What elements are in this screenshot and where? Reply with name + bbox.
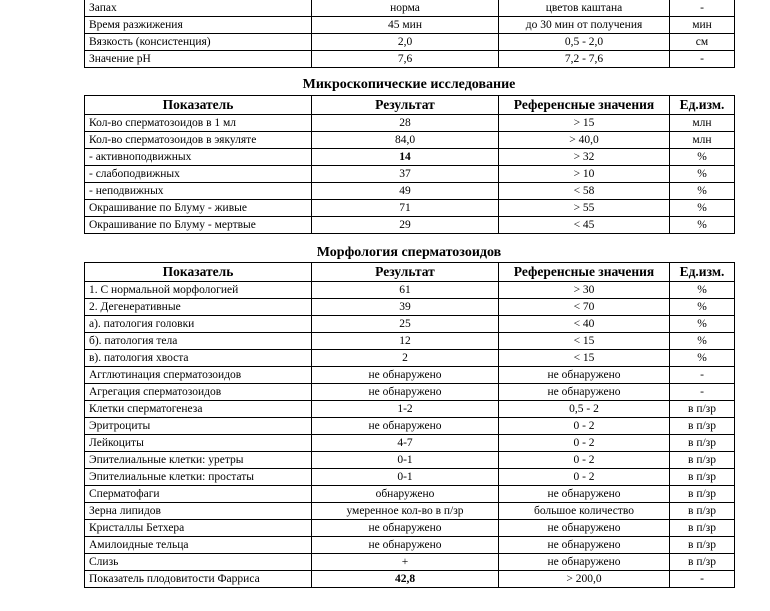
indicator-cell: Зерна липидов [85, 503, 312, 520]
unit-cell: в п/зр [670, 537, 735, 554]
unit-cell: % [670, 217, 735, 234]
header-indicator: Показатель [85, 263, 312, 282]
unit-cell: - [670, 367, 735, 384]
result-cell: 0-1 [312, 452, 499, 469]
reference-cell: большое количество [499, 503, 670, 520]
table-row [85, 0, 735, 17]
header-indicator: Показатель [85, 96, 312, 115]
header-unit: Ед.изм. [670, 263, 735, 282]
unit-cell: % [670, 350, 735, 367]
table-row [85, 401, 735, 418]
result-cell: 12 [312, 333, 499, 350]
table-row [85, 17, 735, 34]
result-cell: 49 [312, 183, 499, 200]
reference-cell: 0 - 2 [499, 418, 670, 435]
result-cell: 2,0 [312, 34, 499, 51]
unit-cell: % [670, 282, 735, 299]
indicator-cell: Эритроциты [85, 418, 312, 435]
indicator-cell: Лейкоциты [85, 435, 312, 452]
table-row [85, 418, 735, 435]
unit-cell: в п/зр [670, 486, 735, 503]
result-cell: умеренное кол-во в п/зр [312, 503, 499, 520]
table-row [85, 166, 735, 183]
result-cell: норма [312, 0, 499, 17]
result-cell: 14 [312, 149, 499, 166]
table-row [85, 435, 735, 452]
morphology-table [84, 262, 735, 588]
unit-cell: - [670, 571, 735, 588]
reference-cell: > 10 [499, 166, 670, 183]
table-row [85, 34, 735, 51]
table-row [85, 183, 735, 200]
result-cell: + [312, 554, 499, 571]
header-unit: Ед.изм. [670, 96, 735, 115]
indicator-cell: Окрашивание по Блуму - живые [85, 200, 312, 217]
indicator-cell: Кол-во сперматозоидов в эякуляте [85, 132, 312, 149]
table-row [85, 200, 735, 217]
table-row [85, 554, 735, 571]
table-row [85, 486, 735, 503]
reference-cell: 0 - 2 [499, 435, 670, 452]
reference-cell: < 15 [499, 333, 670, 350]
result-cell: не обнаружено [312, 537, 499, 554]
table-row [85, 537, 735, 554]
result-cell: 42,8 [312, 571, 499, 588]
unit-cell: в п/зр [670, 554, 735, 571]
table-row [85, 282, 735, 299]
indicator-cell: Агглютинация сперматозоидов [85, 367, 312, 384]
indicator-cell: Сперматофаги [85, 486, 312, 503]
table-row [85, 350, 735, 367]
result-cell: 84,0 [312, 132, 499, 149]
reference-cell: 7,2 - 7,6 [499, 51, 670, 68]
result-cell: 71 [312, 200, 499, 217]
result-cell: не обнаружено [312, 418, 499, 435]
result-cell: 37 [312, 166, 499, 183]
morphology-body [85, 282, 735, 588]
unit-cell: % [670, 183, 735, 200]
unit-cell: в п/зр [670, 435, 735, 452]
indicator-cell: Показатель плодовитости Фарриса [85, 571, 312, 588]
top-results-body [85, 0, 735, 68]
indicator-cell: Окрашивание по Блуму - мертвые [85, 217, 312, 234]
table-row [85, 333, 735, 350]
table-row [85, 452, 735, 469]
indicator-cell: Слизь [85, 554, 312, 571]
result-cell: 25 [312, 316, 499, 333]
reference-cell: 0 - 2 [499, 452, 670, 469]
indicator-cell: Амилоидные тельца [85, 537, 312, 554]
result-cell: не обнаружено [312, 367, 499, 384]
unit-cell: млн [670, 115, 735, 132]
result-cell: 28 [312, 115, 499, 132]
unit-cell: % [670, 166, 735, 183]
reference-cell: < 40 [499, 316, 670, 333]
result-cell: 0-1 [312, 469, 499, 486]
result-cell: 39 [312, 299, 499, 316]
result-cell: 7,6 [312, 51, 499, 68]
result-cell: 45 мин [312, 17, 499, 34]
table-row [85, 520, 735, 537]
morphology-section-title: Морфология сперматозоидов [316, 245, 502, 260]
reference-cell: > 40,0 [499, 132, 670, 149]
result-cell: не обнаружено [312, 520, 499, 537]
unit-cell: % [670, 149, 735, 166]
table-row [85, 316, 735, 333]
unit-cell: % [670, 316, 735, 333]
unit-cell: % [670, 333, 735, 350]
table-row [85, 132, 735, 149]
header-reference: Референсные значения [499, 263, 670, 282]
indicator-cell: 1. С нормальной морфологией [85, 282, 312, 299]
indicator-cell: в). патология хвоста [85, 350, 312, 367]
indicator-cell: а). патология головки [85, 316, 312, 333]
table-row [85, 115, 735, 132]
reference-cell: 0,5 - 2,0 [499, 34, 670, 51]
table-row [85, 571, 735, 588]
unit-cell: - [670, 51, 735, 68]
result-cell: обнаружено [312, 486, 499, 503]
morphology-header-row [85, 263, 735, 282]
microscopy-table [84, 95, 735, 234]
result-cell: 29 [312, 217, 499, 234]
table-row [85, 51, 735, 68]
indicator-cell: - неподвижных [85, 183, 312, 200]
microscopy-body [85, 115, 735, 234]
top-results-table [84, 0, 735, 68]
reference-cell: > 32 [499, 149, 670, 166]
indicator-cell: Эпителиальные клетки: простаты [85, 469, 312, 486]
indicator-cell: - слабоподвижных [85, 166, 312, 183]
reference-cell: не обнаружено [499, 486, 670, 503]
reference-cell: 0 - 2 [499, 469, 670, 486]
reference-cell: не обнаружено [499, 384, 670, 401]
unit-cell: - [670, 0, 735, 17]
unit-cell: в п/зр [670, 503, 735, 520]
indicator-cell: 2. Дегенеративные [85, 299, 312, 316]
table-row [85, 503, 735, 520]
table-row [85, 367, 735, 384]
indicator-cell: Запах [85, 0, 312, 17]
unit-cell: млн [670, 132, 735, 149]
unit-cell: в п/зр [670, 452, 735, 469]
reference-cell: < 70 [499, 299, 670, 316]
result-cell: 1-2 [312, 401, 499, 418]
indicator-cell: Время разжижения [85, 17, 312, 34]
indicator-cell: Значение pH [85, 51, 312, 68]
indicator-cell: - активноподвижных [85, 149, 312, 166]
indicator-cell: Кристаллы Бетхера [85, 520, 312, 537]
table-row [85, 469, 735, 486]
table-row [85, 217, 735, 234]
indicator-cell: б). патология тела [85, 333, 312, 350]
reference-cell: не обнаружено [499, 537, 670, 554]
table-row [85, 384, 735, 401]
microscopy-section-title: Микроскопические исследование [302, 77, 516, 92]
result-cell: не обнаружено [312, 384, 499, 401]
indicator-cell: Агрегация сперматозоидов [85, 384, 312, 401]
reference-cell: > 55 [499, 200, 670, 217]
result-cell: 4-7 [312, 435, 499, 452]
reference-cell: цветов каштана [499, 0, 670, 17]
reference-cell: < 15 [499, 350, 670, 367]
unit-cell: % [670, 200, 735, 217]
reference-cell: до 30 мин от получения [499, 17, 670, 34]
reference-cell: 0,5 - 2 [499, 401, 670, 418]
unit-cell: в п/зр [670, 469, 735, 486]
result-cell: 2 [312, 350, 499, 367]
reference-cell: > 30 [499, 282, 670, 299]
header-result: Результат [312, 263, 499, 282]
header-reference: Референсные значения [499, 96, 670, 115]
microscopy-header-row [85, 96, 735, 115]
unit-cell: см [670, 34, 735, 51]
indicator-cell: Кол-во сперматозоидов в 1 мл [85, 115, 312, 132]
unit-cell: в п/зр [670, 520, 735, 537]
result-cell: 61 [312, 282, 499, 299]
unit-cell: % [670, 299, 735, 316]
unit-cell: в п/зр [670, 401, 735, 418]
reference-cell: > 200,0 [499, 571, 670, 588]
reference-cell: не обнаружено [499, 367, 670, 384]
unit-cell: мин [670, 17, 735, 34]
reference-cell: не обнаружено [499, 554, 670, 571]
table-row [85, 149, 735, 166]
reference-cell: не обнаружено [499, 520, 670, 537]
indicator-cell: Вязкость (консистенция) [85, 34, 312, 51]
indicator-cell: Эпителиальные клетки: уретры [85, 452, 312, 469]
reference-cell: > 15 [499, 115, 670, 132]
unit-cell: в п/зр [670, 418, 735, 435]
table-row [85, 299, 735, 316]
unit-cell: - [670, 384, 735, 401]
indicator-cell: Клетки сперматогенеза [85, 401, 312, 418]
reference-cell: < 58 [499, 183, 670, 200]
reference-cell: < 45 [499, 217, 670, 234]
header-result: Результат [312, 96, 499, 115]
